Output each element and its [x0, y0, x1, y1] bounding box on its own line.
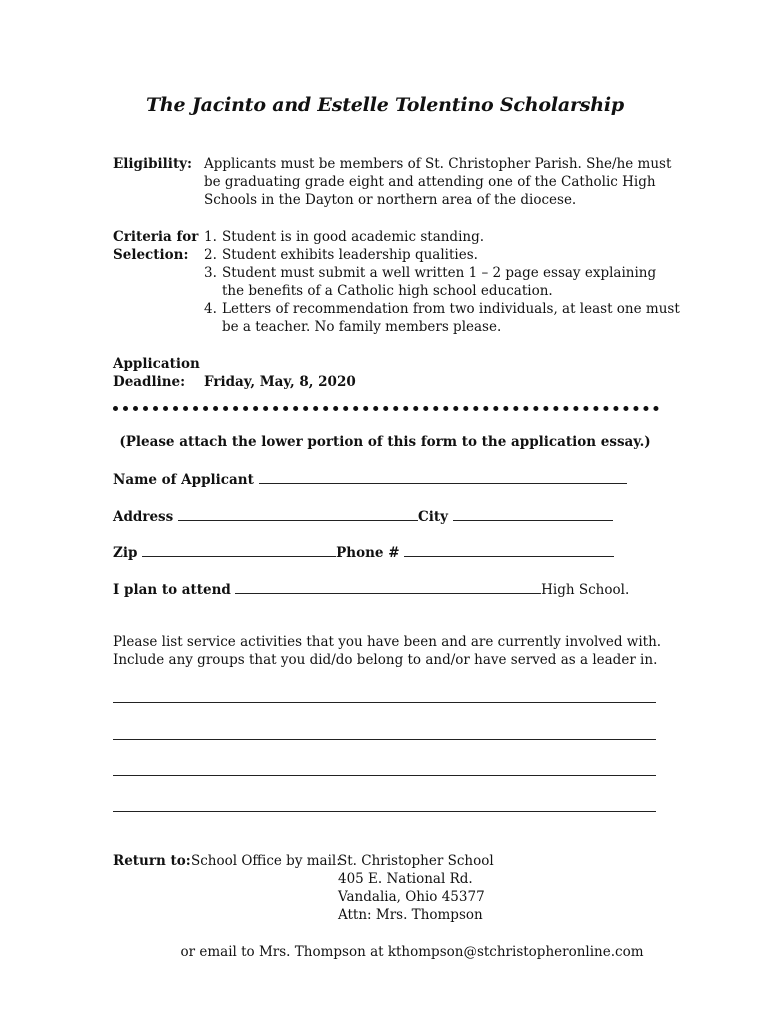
criteria-item-text: be a teacher. No family members please.	[222, 319, 502, 335]
service-prompt-line: Include any groups that you did/do belong to and/or have served as a leader in.	[113, 652, 658, 668]
city-field[interactable]	[453, 506, 613, 521]
deadline-value: Friday, May, 8, 2020	[204, 374, 356, 390]
attend-label: I plan to attend	[113, 582, 231, 598]
service-prompt	[113, 633, 673, 669]
eligibility-line: be graduating grade eight and attending one of the Catholic High	[204, 174, 656, 190]
service-answer-line[interactable]	[113, 739, 656, 740]
attach-note: (Please attach the lower portion of this form to the application essay.)	[119, 434, 651, 450]
service-answer-line[interactable]	[113, 702, 656, 703]
criteria-item	[204, 246, 664, 264]
criteria-item	[204, 228, 664, 246]
return-address-line: Vandalia, Ohio 45377	[338, 889, 485, 905]
service-answer-line[interactable]	[113, 811, 656, 812]
zip-phone-row	[113, 542, 614, 562]
criteria-item-text: the benefits of a Catholic high school education.	[222, 283, 553, 299]
return-email-line: or email to Mrs. Thompson at kthompson@stchristopheronline.com	[180, 944, 644, 960]
attend-row	[113, 579, 629, 599]
criteria-item	[204, 300, 680, 336]
phone-label: Phone #	[336, 545, 400, 561]
return-via: School Office by mail:	[191, 853, 341, 869]
service-prompt-line: Please list service activities that you have been and are currently involved with.	[113, 634, 662, 650]
criteria-list	[204, 228, 680, 336]
address-label: Address	[113, 509, 174, 525]
eligibility-line: Schools in the Dayton or northern area of the diocese.	[204, 192, 577, 208]
criteria-item-text: Student exhibits leadership qualities.	[222, 247, 478, 263]
zip-label: Zip	[113, 545, 138, 561]
criteria-item-number: 2.	[204, 247, 217, 263]
cut-line-separator	[113, 406, 659, 411]
criteria-item-text: Student must submit a well written 1 – 2 page essay explaining	[222, 265, 657, 281]
page-title: The Jacinto and Estelle Tolentino Scholarship	[145, 94, 624, 116]
high-school-field[interactable]	[235, 579, 541, 594]
return-address	[338, 852, 494, 924]
applicant-name-row	[113, 469, 627, 489]
city-label: City	[417, 509, 448, 525]
criteria-label	[113, 228, 198, 264]
applicant-name-label: Name of Applicant	[113, 472, 254, 488]
address-row	[113, 506, 613, 526]
return-address-line: 405 E. National Rd.	[338, 871, 473, 887]
criteria-label-line: Selection:	[113, 247, 189, 263]
criteria-item-number: 3.	[204, 265, 217, 281]
deadline-label-line: Deadline:	[113, 374, 186, 390]
criteria-item-text: Student is in good academic standing.	[222, 229, 485, 245]
address-field[interactable]	[178, 506, 418, 521]
criteria-item	[204, 264, 664, 300]
phone-field[interactable]	[404, 542, 614, 557]
zip-field[interactable]	[142, 542, 336, 557]
service-answer-line[interactable]	[113, 775, 656, 776]
criteria-item-number: 4.	[204, 301, 217, 317]
eligibility-text	[204, 155, 672, 209]
attend-suffix: High School.	[541, 582, 630, 598]
criteria-item-number: 1.	[204, 229, 217, 245]
eligibility-line: Applicants must be members of St. Christopher Parish. She/he must	[204, 156, 672, 172]
applicant-name-field[interactable]	[259, 469, 627, 484]
return-address-line: Attn: Mrs. Thompson	[338, 907, 483, 923]
return-label: Return to:	[113, 853, 191, 869]
deadline-label-line: Application	[113, 356, 200, 372]
deadline-label	[113, 355, 200, 391]
eligibility-label: Eligibility:	[113, 156, 193, 172]
criteria-label-line: Criteria for	[113, 229, 199, 245]
return-address-line: St. Christopher School	[338, 853, 494, 869]
criteria-item-text: Letters of recommendation from two individuals, at least one must	[222, 301, 680, 317]
